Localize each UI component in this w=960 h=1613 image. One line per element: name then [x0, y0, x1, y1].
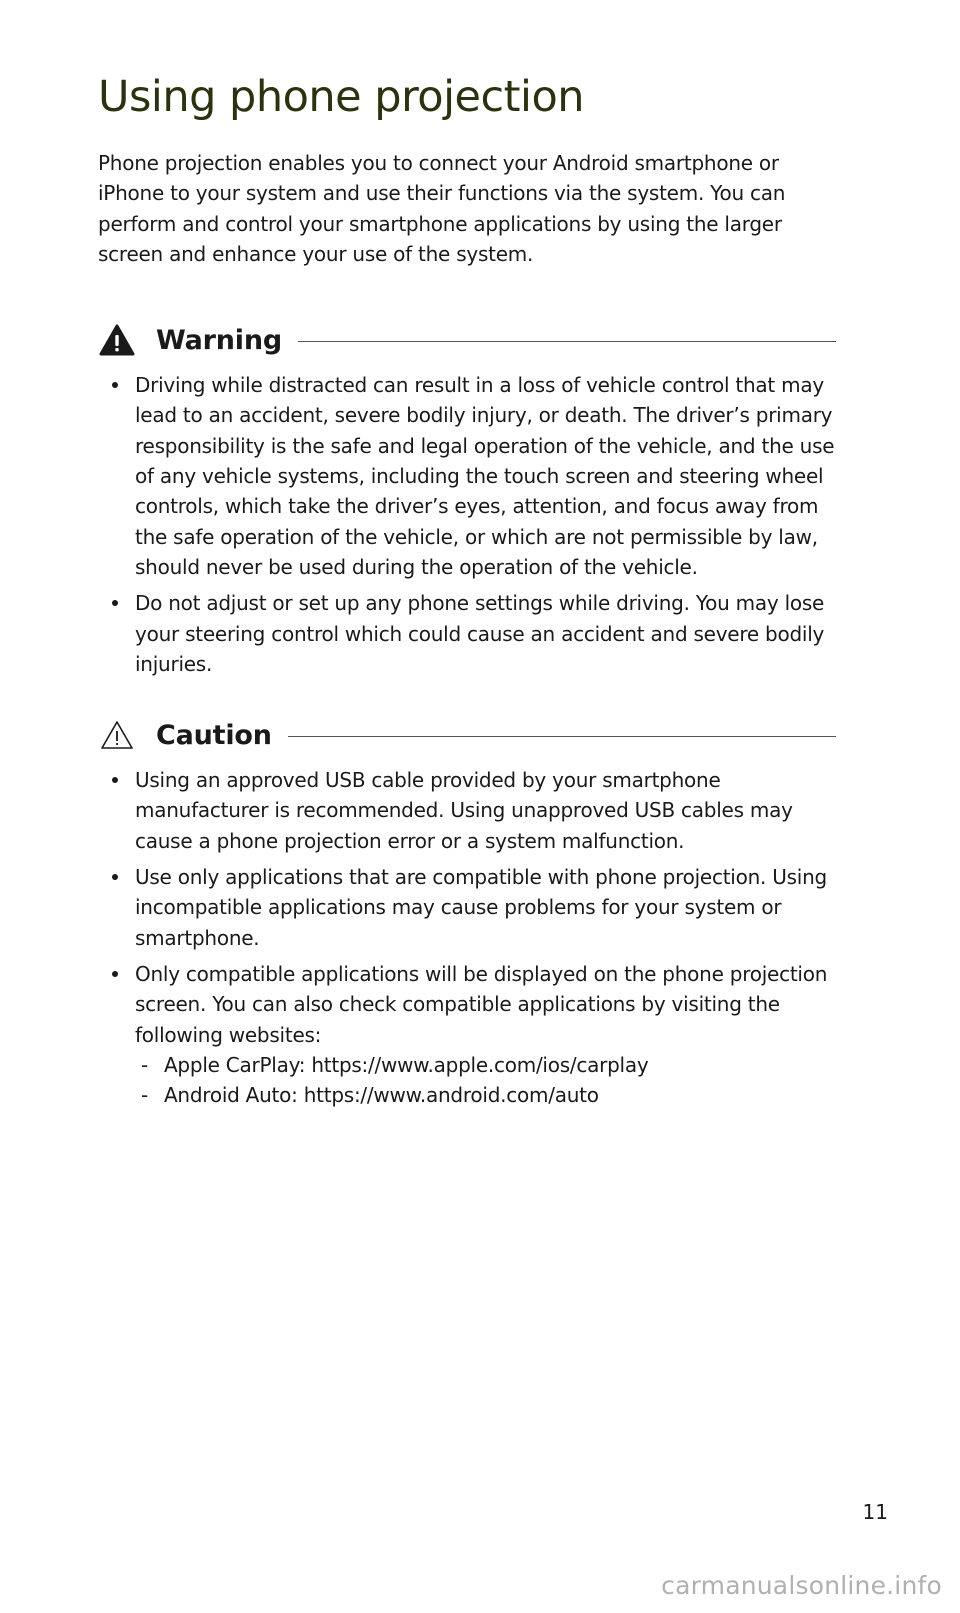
page-content [98, 66, 836, 1116]
bullet-dot [112, 777, 118, 783]
watermark: carmanualsonline.info [661, 1571, 942, 1600]
warning-divider [298, 341, 836, 342]
bullet-dot [112, 971, 118, 977]
warning-filled-icon [98, 322, 138, 358]
caution-item: Use only applications that are compatible with phone projection. Using incompatible applications may cause problems for your system or smartphone. [98, 862, 836, 953]
bullet-dot [112, 382, 118, 388]
website-item-carplay: - Apple CarPlay: https://www.apple.com/ios/carplay [141, 1052, 649, 1077]
bullet-dot [112, 874, 118, 880]
warning-item: Driving while distracted can result in a loss of vehicle control that may lead to an accident, severe bodily injury, or death. The driver’s primary responsibility is the safe and legal operation of the vehicle, and the use of any vehicle systems, including the touch screen and steering wheel controls, which take the driver’s eyes, attention, and focus away from the safe operation of the vehicle, or which are not permissible by law, should never be used during the operation of the vehicle. [98, 370, 836, 582]
caution-list [98, 765, 836, 1110]
bullet-dot [112, 600, 118, 606]
caution-item: Using an approved USB cable provided by your smartphone manufacturer is recommended. Using unapproved USB cables may cause a phone projection error or a system malfunction. [98, 765, 836, 856]
warning-title: Warning [156, 324, 282, 356]
website-list [135, 1050, 836, 1111]
caution-title: Caution [156, 719, 272, 751]
website-item-android-auto: - Android Auto: https://www.android.com/auto [141, 1083, 599, 1108]
warning-list [98, 370, 836, 679]
page-title: Using phone projection [98, 72, 585, 122]
warning-header [98, 320, 836, 360]
intro-paragraph: Phone projection enables you to connect your Android smartphone or iPhone to your system and use their functions via the system. You can perform and control your smartphone applications by using the larger screen and enhance your use of the system. [98, 151, 786, 266]
caution-section [98, 715, 836, 1110]
warning-section [98, 320, 836, 679]
warning-item: Do not adjust or set up any phone settings while driving. You may lose your steering control which could cause an accident and severe bodily injuries. [98, 588, 836, 679]
page-number: 11 [862, 1500, 888, 1524]
caution-outline-icon [98, 717, 138, 753]
caution-item: Only compatible applications will be displayed on the phone projection screen. You can also check compatible applications by visiting the following websites: - Apple CarPlay: https://www.apple.com/ios/carplay - Android Auto: https://www.android.com/auto [98, 959, 836, 1110]
caution-header [98, 715, 836, 755]
caution-divider [288, 736, 836, 737]
